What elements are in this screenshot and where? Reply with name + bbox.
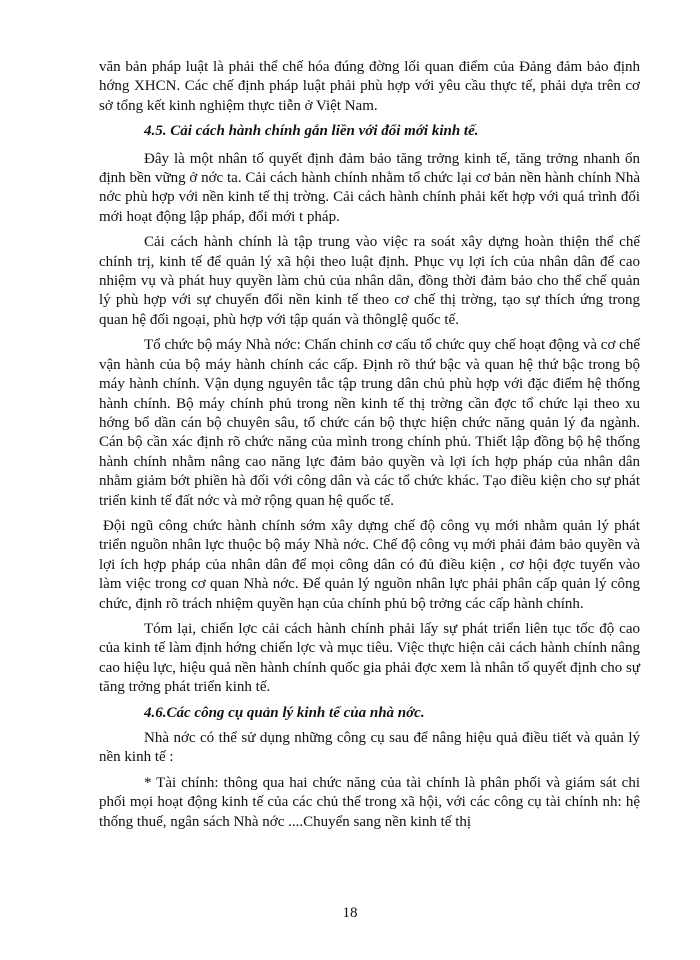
paragraph-4: Đội ngũ công chức hành chính sớm xây dựng chế độ công vụ mới nhằm quản lý phát triển nguồn nhân lực thuộc bộ máy Nhà nớc. Chế độ công vụ mới phải đảm bảo quyền và lợi ích hợp pháp của nhân dân để mọi công dân có đủ điều kiện , cơ hội đợc tuyển vào làm việc trong cơ quan Nhà nớc. Để quản lý nguồn nhân lực phải phân cấp quản lý công chức, định rõ trách nhiệm quyền hạn của chính phủ bộ trởng các cấp hành chính.	[99, 517, 640, 612]
document-page	[99, 58, 640, 838]
section-heading-4-5: 4.5. Cải cách hành chính gắn liền với đổi mới kinh tế.	[144, 123, 479, 140]
paragraph-intro: văn bản pháp luật là phải thể chế hóa đúng đờng lối quan điểm của Đảng đảm bảo định hớng XHCN. Các chế định pháp luật phải phù hợp với yêu cầu thực tế, phải dựa trên cơ sở tổng kết kinh nghiệm thực tiễn ở Việt Nam.	[99, 59, 640, 114]
paragraph-7: * Tài chính: thông qua hai chức năng của tài chính là phân phối và giám sát chi phối mọi hoạt động kinh tế của các chủ thể trong xã hội, với các công cụ tài chính nh: hệ thống thuế, ngân sách Nhà nớc ....Chuyển sang nền kinh tế thị	[99, 774, 640, 830]
section-heading-4-6: 4.6.Các công cụ quản lý kinh tế của nhà nớc.	[144, 704, 425, 721]
paragraph-6: Nhà nớc có thể sử dụng những công cụ sau để nâng hiệu quả điều tiết và quản lý nền kinh tế :	[99, 730, 640, 766]
paragraph-1: Đây là một nhân tố quyết định đảm bảo tăng trởng kinh tế, tăng trởng nhanh ổn định bền vững ở nớc ta. Cải cách hành chính nhằm tổ chức lại cơ bản nền hành chính Nhà nớc phù hợp với nền kinh tế thị trờng. Cải cách hành chính phải kết hợp với quá trình đổi mới hoạt động lập pháp, đổi mới t pháp.	[99, 150, 640, 225]
paragraph-3: Tổ chức bộ máy Nhà nớc: Chấn chỉnh cơ cấu tổ chức quy chế hoạt động và cơ chế vận hành của bộ máy hành chính các cấp. Định rõ thứ bậc và quan hệ thứ bậc trong bộ máy hành chính. Vận dụng nguyên tắc tập trung dân chủ phù hợp với đặc điểm hệ thống hành chính. Bộ máy chính phủ trong nền kinh tế thị trờng cần đợc tổ chức lại theo xu hớng bổ dần cán bộ chuyên sâu, tổ chức cán bộ thực hiện chức năng quản lý đa ngành. Cán bộ cần xác định rõ chức năng của mình trong chính phủ. Thiết lập đồng bộ hệ thống hành chính nhằm nâng cao năng lực đảm bảo quyền và lợi ích hợp pháp của nhân dân nhằm giảm bớt phiền hà đối với công dân và các tổ chức khác. Tạo điều kiện cho sự phát triển kinh tế đất nớc và mở rộng quan hệ quốc tế.	[99, 337, 640, 509]
paragraph-5: Tóm lại, chiến lợc cải cách hành chính phải lấy sự phát triển liên tục tốc độ cao của kinh tế làm định hớng chiến lợc và mục tiêu. Việc thực hiện cải cách hành chính nâng cao hiệu lực, hiệu quả nền hành chính quốc gia phải đợc xem là nhân tố quyết định cho sự tăng trởng phát triển kinh tế.	[99, 620, 640, 696]
paragraph-2: Cải cách hành chính là tập trung vào việc ra soát xây dựng hoàn thiện thể chế chính trị, kinh tế để quản lý xã hội theo luật định. Phục vụ lợi ích của nhân dân để cao nhiệm vụ và phát huy quyền làm chủ của nhân dân, đồng thời đảm bảo cho thể chế quản lý phù hợp với sự chuyển đổi nền kinh tế theo cơ chế thị trờng, tạo sự thích ứng trong quan hệ đối ngoại, phù hợp với tập quán và thônglệ quốc tế.	[99, 234, 640, 328]
page-number: 18	[342, 905, 358, 921]
